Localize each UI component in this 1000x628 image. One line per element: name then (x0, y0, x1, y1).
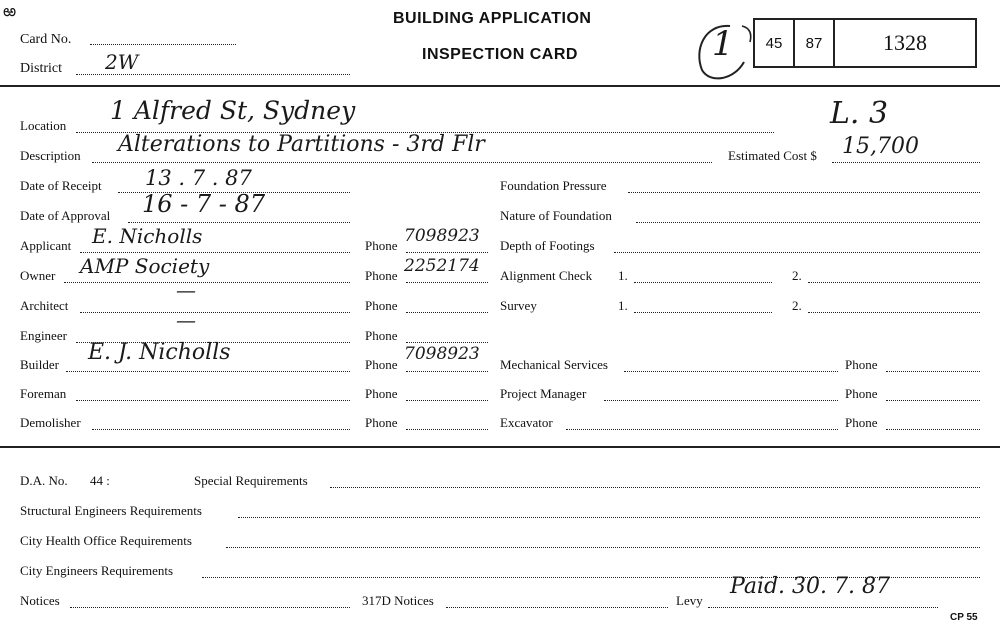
foreman-phone-line (406, 400, 488, 401)
owner-phone-line (406, 282, 488, 283)
code-box-2: 87 (793, 18, 835, 68)
project-manager-phone-label: Phone (845, 386, 878, 401)
foreman-line (76, 400, 350, 401)
circled-number: 1 (712, 24, 734, 64)
applicant-phone-line (406, 252, 488, 253)
survey-2-line (808, 312, 980, 313)
description-line (92, 162, 712, 163)
builder-phone-value: 7098923 (404, 344, 480, 364)
demolisher-line (92, 429, 350, 430)
mechanical-services-label: Mechanical Services (500, 357, 608, 372)
da-no-value: 44 : (90, 473, 110, 488)
excavator-line (566, 429, 838, 430)
card-no-line (90, 44, 236, 45)
builder-phone-line (406, 371, 488, 372)
architect-label: Architect (20, 298, 69, 313)
owner-line (64, 282, 350, 283)
title-line1: BUILDING APPLICATION (393, 10, 592, 27)
architect-phone-label: Phone (365, 298, 398, 313)
depth-of-footings-label: Depth of Footings (500, 238, 595, 253)
alignment-check-label: Alignment Check (500, 268, 593, 283)
estimated-cost-label: Estimated Cost $ (728, 148, 817, 163)
alignment-check-2: 2. (792, 268, 802, 283)
special-requirements-label: Special Requirements (194, 473, 308, 488)
footer-code: CP 55 (950, 612, 978, 623)
levy-line (708, 607, 938, 608)
notices-317d-label: 317D Notices (362, 593, 434, 608)
architect-value: — (176, 278, 196, 302)
notices-317d-line (446, 607, 668, 608)
engineer-phone-label: Phone (365, 328, 398, 343)
description-label: Description (20, 148, 81, 163)
description-value: Alterations to Partitions - 3rd Flr (118, 132, 485, 157)
date-of-receipt-value: 13 . 7 . 87 (145, 166, 252, 190)
builder-value: E. J. Nicholls (88, 340, 231, 365)
engineer-phone-line (406, 342, 488, 343)
builder-line (66, 371, 350, 372)
title-line2: INSPECTION CARD (422, 46, 578, 63)
excavator-label: Excavator (500, 415, 553, 430)
owner-phone-label: Phone (365, 268, 398, 283)
corner-mark: ఱ (3, 3, 17, 20)
foundation-pressure-line (628, 192, 980, 193)
city-health-line (226, 547, 980, 548)
alignment-check-1: 1. (618, 268, 628, 283)
top-rule (0, 85, 1000, 87)
lot-value: L. 3 (830, 96, 889, 131)
engineer-label: Engineer (20, 328, 67, 343)
depth-of-footings-line (614, 252, 980, 253)
applicant-phone-label: Phone (365, 238, 398, 253)
applicant-label: Applicant (20, 238, 72, 253)
estimated-cost-line (832, 162, 980, 163)
nature-of-foundation-label: Nature of Foundation (500, 208, 612, 223)
survey-1: 1. (618, 298, 628, 313)
date-of-approval-line (128, 222, 350, 223)
structural-engineers-label: Structural Engineers Requirements (20, 503, 202, 518)
levy-value: Paid. 30. 7. 87 (730, 574, 890, 599)
foreman-label: Foreman (20, 386, 67, 401)
owner-phone-value: 2252174 (404, 256, 480, 276)
notices-line (70, 607, 350, 608)
levy-label: Levy (676, 593, 703, 608)
alignment-check-1-line (634, 282, 772, 283)
excavator-phone-label: Phone (845, 415, 878, 430)
date-of-receipt-label: Date of Receipt (20, 178, 102, 193)
owner-value: AMP Society (80, 254, 210, 278)
foundation-pressure-label: Foundation Pressure (500, 178, 607, 193)
survey-label: Survey (500, 298, 537, 313)
district-line (76, 74, 350, 75)
excavator-phone-line (886, 429, 980, 430)
demolisher-label: Demolisher (20, 415, 81, 430)
mechanical-services-phone-label: Phone (845, 357, 878, 372)
demolisher-phone-line (406, 429, 488, 430)
card-no-label: Card No. (20, 32, 72, 47)
survey-2: 2. (792, 298, 802, 313)
card-number: 1328 (833, 18, 977, 68)
survey-1-line (634, 312, 772, 313)
applicant-line (80, 252, 350, 253)
da-no-label: D.A. No. (20, 473, 68, 488)
builder-label: Builder (20, 357, 59, 372)
architect-phone-line (406, 312, 488, 313)
engineer-value: — (176, 308, 196, 332)
alignment-check-2-line (808, 282, 980, 283)
location-value: 1 Alfred St, Sydney (110, 96, 356, 125)
builder-phone-label: Phone (365, 357, 398, 372)
mechanical-services-phone-line (886, 371, 980, 372)
structural-engineers-line (238, 517, 980, 518)
foreman-phone-label: Phone (365, 386, 398, 401)
architect-line (80, 312, 350, 313)
applicant-phone-value: 7098923 (404, 226, 480, 246)
city-engineers-label: City Engineers Requirements (20, 563, 174, 578)
notices-label: Notices (20, 593, 60, 608)
demolisher-phone-label: Phone (365, 415, 398, 430)
location-label: Location (20, 118, 67, 133)
project-manager-phone-line (886, 400, 980, 401)
project-manager-label: Project Manager (500, 386, 587, 401)
code-box-1: 45 (753, 18, 795, 68)
district-label: District (20, 61, 62, 76)
special-requirements-line (330, 487, 980, 488)
project-manager-line (604, 400, 838, 401)
date-of-approval-label: Date of Approval (20, 208, 111, 223)
date-of-approval-value: 16 - 7 - 87 (142, 190, 266, 218)
nature-of-foundation-line (636, 222, 980, 223)
estimated-cost-value: 15,700 (842, 134, 919, 159)
owner-label: Owner (20, 268, 56, 283)
city-health-label: City Health Office Requirements (20, 533, 192, 548)
applicant-value: E. Nicholls (92, 224, 203, 248)
mechanical-services-line (624, 371, 838, 372)
district-value: 2W (105, 50, 139, 74)
middle-rule (0, 446, 1000, 448)
